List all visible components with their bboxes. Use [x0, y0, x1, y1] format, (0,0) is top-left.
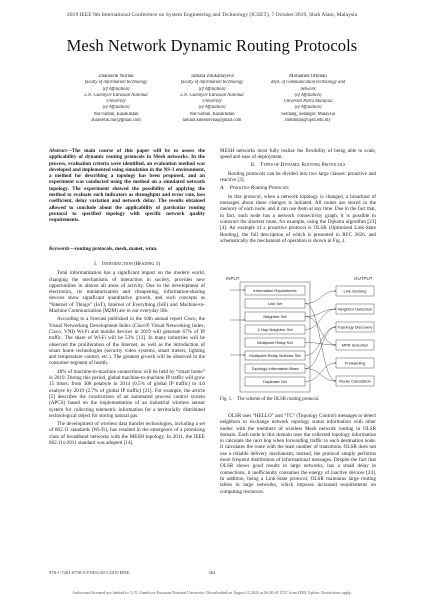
author-line: (of Affiliation) [102, 105, 130, 111]
author-line: faculty of information technology [180, 80, 244, 86]
figure-repository-label: Neighbor Set [263, 314, 287, 319]
author-name: Tamara Zhukabayeva [190, 74, 234, 79]
figure-process-label: Route Calculation [339, 378, 371, 384]
author-name: Zhanserik Nurlan [98, 74, 134, 79]
abstract [49, 148, 205, 226]
figure-process-label: MPR Selection [341, 342, 369, 348]
figure-process-label: Neighbor Detection [337, 306, 373, 312]
author-line: dept. of communication technology and [270, 80, 346, 86]
paragraph: 48% of machine-to-machine connections will be held by “smart home” in 2019. During this period, global machine-to-machine IP traffic will grow 15 times: from 308 petabyte in 2014 (0.5% of global IP traffic) to 4.6 exabyte by 2019 (2.7% of global IP traffic) [21]. For example, the article [5] describes the construction of an automated process control system (APCS) based on the implementation of an industrial wireless sensor system for collecting telemetric information for a territorially distributed technological object for storing natural gas. [49, 368, 205, 419]
author-line: Nur-Sultan, Kazakhstan [93, 111, 139, 117]
left-column-body [49, 262, 205, 448]
author-line: (of Affiliation) [294, 105, 322, 111]
keywords-lead: Keywords [49, 246, 70, 252]
subsection-heading-proactive: A. Proactive Routing Protocols [220, 185, 289, 192]
figure-repository-label: Topology Information Base [251, 366, 299, 371]
figure-repository-label: Duplicate Set [263, 379, 287, 384]
figure-process-label: Forwarding [344, 360, 366, 366]
figure-caption: Fig. 1. The scheme of the OLSR routing protocol. [220, 397, 320, 402]
author-line: Universiti Putra Malaysia [283, 99, 333, 105]
license-notice: Authorized licensed use limited to: L.N. Gumilyov Eurasian National University. Downloaded on August 12,2022 at 06:20:41 UTC from IEEE Xplore. Restrictions apply. [72, 590, 352, 595]
olsr-figure [218, 260, 378, 395]
author-email: zhanserik.nur@gmail.com [91, 118, 141, 124]
author-line: faculty of information technology [84, 80, 148, 86]
author-line: (of Affiliation) [198, 105, 226, 111]
author-email: tamara.kokenovna@gmail.com [182, 118, 242, 124]
paragraph: OLSR uses “HELLO” and “TC” (Topology Control) messages to detect neighbors to exchange network topology status information with other nodes: with the members of wireless Mesh network routing in OLSR domain. Each node in this domain uses the collected topology information to calculate the next hop when forwarding traffic to each destination node. It calculates the route with the least number of transitions. OLSR does not use a reliable delivery mechanism; instead, the protocol simply performs more frequent distribution of informational messages. Despite the fact that OLSR shows good results in large networks, has a small delay in connections, it inefficiently consumes the energy of inactive devices [24]. In addition, being a Link-State protocol, OLSR maintains large routing tables in large networks, which imposes increased requirements on computing resources. [220, 413, 376, 495]
keywords-text: —routing protocols, mesh, manet, wmn. [69, 246, 158, 252]
page-number: 364 [208, 570, 216, 575]
figure-output-label: OUTPUT [354, 276, 373, 281]
olsr-diagram [218, 260, 378, 395]
figure-repository-label: Multipoint Relay Set [257, 340, 293, 345]
section-heading-introduction: I. Introduction (Heading 1) [94, 262, 160, 267]
section-heading-types: II. Types of Dynamic Routing Protocols [250, 162, 346, 168]
author-email: mothman@upm.edu.my [285, 118, 331, 124]
figure-repository-label: Link Set [267, 301, 283, 306]
author-line: Serdang, Selangor, Malaysia [281, 111, 335, 117]
figure-repository-label: Multipoint Relay Selector Set [249, 353, 301, 358]
keywords [49, 246, 205, 252]
author-line: (of Affiliation) [294, 92, 322, 98]
paragraph: Total informatization has a significant impact on the modern world, changing the mechanisms of interaction in society, provides new opportunities in almost all areas of activity. Due to the development of electronics, its miniaturization and cheapening, information-sharing devices show significant quantitative growth, and such concepts as “Internet of Things” (IoT), Internet of Everything (IoE) and Machine-to-Machine Communication (M2M) are in our everyday life. [49, 270, 205, 315]
paragraph: Routing protocols can be divided into two large classes: proactive and reactive [3]. [220, 170, 376, 184]
figure-repository-frame [240, 282, 310, 392]
paper-title: Mesh Network Dynamic Routing Protocols [66, 36, 358, 55]
abstract-lead: Abstract [49, 148, 67, 154]
author-line: L.N. Gumilyov Eurasian National [84, 92, 148, 98]
paragraph: The development of wireless data transfer technologies, including a set of 802.11 standards (Wi-Fi), has resulted in the emergence of a promising class of broadband networks with the MESH topology. In 2011, the IEEE 802.11s-2011 standard was adopted [14]. [49, 421, 205, 447]
right-column-body [220, 148, 376, 246]
author-line: University [202, 99, 222, 105]
right-column-body-2 [220, 413, 376, 497]
author-block-3 [244, 74, 372, 124]
paragraph: According to a forecast published in the 10th annual report Cisco, the Visual Networking Development Index (Cisco® Visual Networking Index, Cisco, VNI) Wi-Fi and mobile devices in 2019 will generate 67% of IP traffic. The share of Wi-Fi will be 53% [13]. In many industries will be observed the proliferation of the Internet, as well as the introduction of smart home technologies (security video systems, smart meters, lighting and temperature control, etc.). The greatest growth will be observed in the consumer segment of health. [49, 316, 205, 367]
author-line: (of Affiliation) [102, 86, 130, 92]
paragraph: MESH networks most fully realize the flexibility of being able to scale, speed and ease of deployment. [220, 148, 376, 161]
conference-header: 2019 IEEE 9th International Conference on System Engineering and Technology (ICSET), 7 October 2019, Shah Alam, Malaysia [66, 12, 358, 18]
paragraph: In this protocol, when a network topology is changed, a broadcast of messages about these changes is initiated. All routes are stored in the memory of each node, and it can use them at any time. Due to the fact that, in fact, each node has a network connectivity graph, it is possible to construct the shortest route, for example, using the Dijkstra algorithm [23] [4]. An example of a proactive protocol is OLSR (Optimized Link-State Routing), the full description of which is presented in RFC 3626, and schematically the mechanism of operation is shown in Fig. 1. [220, 193, 376, 244]
author-line: (of Affiliation) [198, 86, 226, 92]
isbn-footer: 978-1-7281-0758-5/19/$31.00 ©2019 IEEE [49, 570, 130, 575]
abstract-text: —The main course of this paper will be to assess the applicability of dynamic routing protocols in Mesh networks. In the process, evaluation criteria were identified, an evaluation method was developed and implemented using simulation in the NS-3 environment, a method for describing a topology has been proposed, and an experiment was conducted using the method on a simulated network topology. The experiment showed the possibility of applying the method to evaluate such indicators as throughput and error rate, loss coefficient, delay variation and network delay. The results obtained allowed to conclude about the applicability of particular routing protocol to specified topology with specific network quality requirements. [49, 148, 205, 224]
figure-repository-label: Information Repositories [253, 288, 297, 293]
figure-process-label: Topology Discovery [337, 324, 373, 330]
author-line: University [106, 99, 126, 105]
author-line: network [300, 86, 316, 92]
author-name: Mohamed Othman [289, 74, 327, 79]
author-line: L.N. Gumilyov Eurasian National [180, 92, 244, 98]
figure-input-label: INPUT [226, 276, 240, 281]
figure-repository-label: 2-Hop Neighbor Set [257, 327, 293, 332]
figure-process-label: Link Sensing [343, 288, 367, 294]
author-line: Nur-Sultan, Kazakhstan [189, 111, 235, 117]
